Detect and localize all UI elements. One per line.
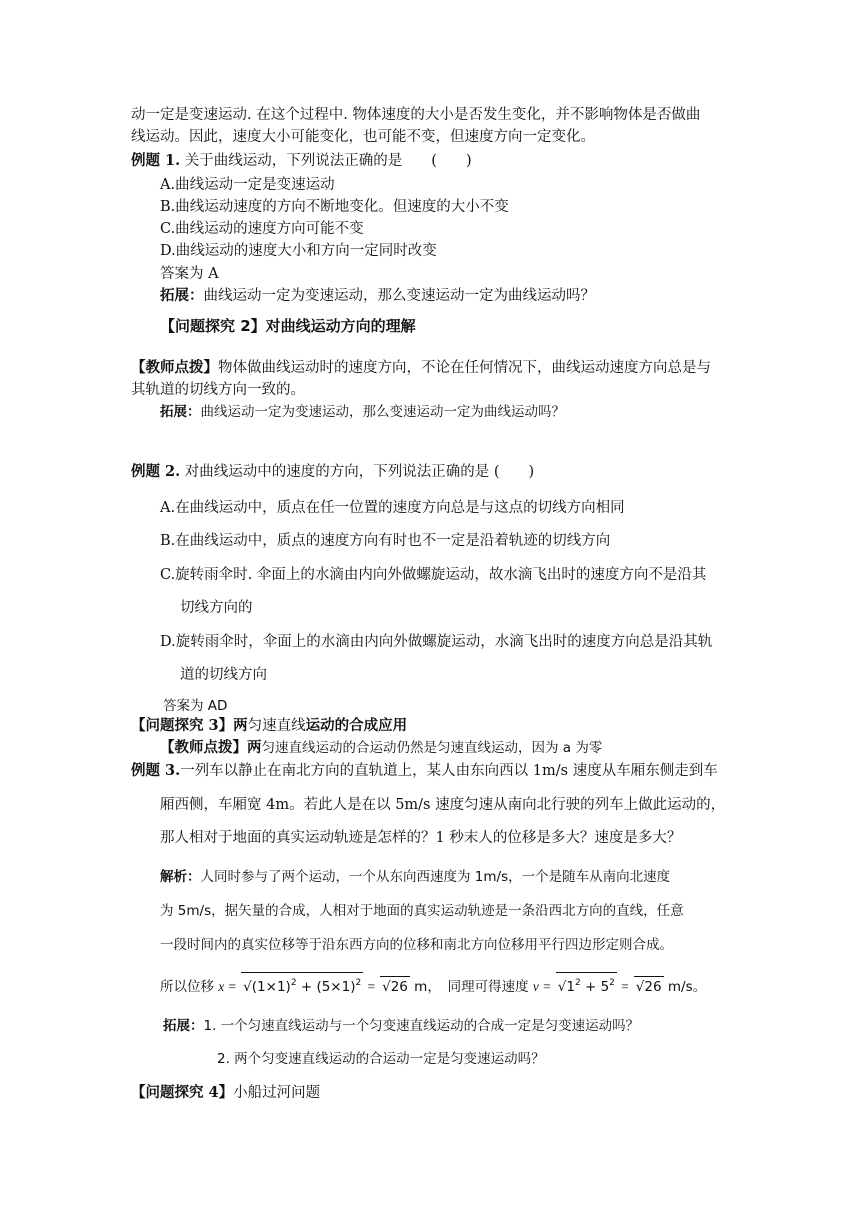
- example-2-label: 例题 2.: [131, 463, 181, 480]
- topic-2-tip-label: 【教师点拨】: [131, 359, 218, 376]
- topic-2-extension-text: 曲线运动一定为变速运动，那么变速运动一定为曲线运动吗？: [200, 404, 565, 420]
- topic-2-tip-line-2: 其轨道的切线方向一致的。: [131, 382, 305, 398]
- example-3-extension-1: [163, 1016, 639, 1036]
- formula-v-term-1: 1: [566, 979, 575, 995]
- example-2-option-c-line-1: C.旋转雨伞时. 伞面上的水滴由内向外做螺旋运动，故水滴飞出时的速度方向不是沿其: [160, 567, 707, 583]
- example-2-option-d-line-1: D.旋转雨伞时，伞面上的水滴由内向外做螺旋运动，水滴飞出时的速度方向总是沿其轨: [160, 634, 713, 650]
- example-1-question: [131, 151, 472, 171]
- example-3-text-1: 一列车以静止在南北方向的直轨道上，某人由东向西以 1m/s 速度从车厢东侧走到车: [180, 763, 718, 779]
- example-3-line-2: 厢西侧，车厢宽 4m。若此人是在以 5m/s 速度匀速从南向北行驶的列车上做此运动的，: [160, 797, 726, 813]
- topic-2-extension-label: 拓展：: [160, 404, 201, 420]
- example-1-answer: 答案为 A: [160, 266, 219, 282]
- formula-mid-text: 同理可得速度: [434, 979, 533, 995]
- formula-x-result-root: √26: [380, 976, 410, 997]
- topic-4-heading: [131, 1083, 320, 1103]
- example-3-analysis-line-1: [160, 867, 670, 887]
- example-2-answer: 答案为 AD: [163, 698, 228, 714]
- formula-v-variable: v: [532, 979, 539, 994]
- topic-4-heading-text: 小船过河问题: [233, 1085, 321, 1101]
- example-1-option-d: D.曲线运动的速度大小和方向一定同时改变: [160, 243, 437, 259]
- topic-3-heading-part-c: 运动的合成应用: [305, 717, 408, 734]
- formula-v-unit: m/s。: [663, 979, 707, 995]
- example-3-analysis-label: 解析：: [160, 869, 201, 885]
- topic-3-heading-part-a: 【问题探究 3】两: [131, 717, 248, 734]
- formula-v-result-root: √26: [634, 976, 664, 997]
- intro-line-1: 动一定是变速运动. 在这个过程中. 物体速度的大小是否发生变化，并不影响物体是否做曲: [131, 107, 701, 123]
- formula-x-term-2: + (5×1): [296, 979, 356, 995]
- example-3-extension-label: 拓展：: [163, 1018, 204, 1034]
- topic-3-tip-text: 匀速直线运动的合运动仍然是匀速直线运动，因为 a 为零: [261, 740, 603, 756]
- topic-3-heading-part-b: 匀速直线: [247, 718, 306, 734]
- intro-line-2: 线运动。因此，速度大小可能变化，也可能不变，但速度方向一定变化。: [131, 129, 595, 145]
- example-1-option-b: B.曲线运动速度的方向不断地变化。但速度的大小不变: [160, 199, 509, 215]
- example-3-extension-text-1: 1. 一个匀速直线运动与一个匀变速直线运动的合成一定是匀变速运动吗？: [203, 1018, 640, 1034]
- formula-v-root: $√1^2 + 5^2$: [556, 972, 617, 997]
- formula-v-term-2: + 5: [580, 979, 610, 995]
- example-1-extension: [160, 286, 595, 306]
- example-3-line-1: [131, 761, 718, 781]
- topic-2-tip-line-1: [131, 358, 711, 378]
- example-2-option-b: B.在曲线运动中，质点的速度方向有时也不一定是沿着轨迹的切线方向: [160, 533, 611, 549]
- formula-x-variable: x: [218, 979, 225, 994]
- example-3-formula-line: 所以位移 $x = √(1\times 1)^2 + (5\times 1)^2 = √26$ m， 同理可得速度 $v = √1^2 + 5^2 = √26$ m/s。: [160, 972, 706, 997]
- topic-2-heading: 【问题探究 2】对曲线运动方向的理解: [160, 317, 416, 335]
- example-2-option-a: A.在曲线运动中，质点在任一位置的速度方向总是与这点的切线方向相同: [160, 500, 625, 516]
- topic-3-tip: [160, 738, 602, 758]
- example-2-option-d-line-2: 道的切线方向: [180, 667, 267, 683]
- formula-x-root: $√(1\times 1)^2 + (5\times 1)^2$: [241, 972, 363, 997]
- example-1-extension-label: 拓展：: [160, 287, 204, 304]
- example-2-question: [131, 462, 534, 482]
- example-1-option-c: C.曲线运动的速度方向可能不变: [160, 221, 364, 237]
- topic-3-tip-label: 【教师点拨】两: [160, 739, 262, 756]
- formula-v-result: 26: [644, 979, 662, 995]
- formula-prefix: 所以位移: [160, 979, 219, 995]
- example-2-option-c-line-2: 切线方向的: [180, 600, 253, 616]
- example-3-extension-2: 2. 两个匀变速直线运动的合运动一定是匀变速运动吗？: [217, 1051, 545, 1067]
- example-3-analysis-text-1: 人同时参与了两个运动，一个从东向西速度为 1m/s，一个是随车从南向北速度: [200, 869, 671, 885]
- example-3-line-3: 那人相对于地面的真实运动轨迹是怎样的？1 秒末人的位移是多大？速度是多大？: [160, 830, 682, 846]
- example-1-option-a: A.曲线运动一定是变速运动: [160, 177, 335, 193]
- example-1-label: 例题 1.: [131, 152, 181, 169]
- example-3-analysis-line-3: 一段时间内的真实位移等于沿东西方向的位移和南北方向位移用平行四边形定则合成。: [160, 937, 673, 953]
- example-1-stem: 关于曲线运动，下列说法正确的是 ( ): [180, 153, 472, 169]
- formula-x-term-1: (1×1): [251, 979, 291, 995]
- example-2-stem: 对曲线运动中的速度的方向，下列说法正确的是 ( ): [180, 464, 535, 480]
- example-3-analysis-line-2: 为 5m/s，据矢量的合成，人相对于地面的真实运动轨迹是一条沿西北方向的直线，任意: [160, 903, 684, 919]
- topic-2-extension: [160, 402, 565, 422]
- topic-3-heading: [131, 716, 407, 736]
- example-3-label: 例题 3.: [131, 762, 181, 779]
- topic-2-tip-text: 物体做曲线运动时的速度方向，不论在任何情况下，曲线运动速度方向总是与: [218, 360, 711, 376]
- formula-x-result: 26: [390, 979, 408, 995]
- example-1-extension-text: 曲线运动一定为变速运动，那么变速运动一定为曲线运动吗？: [203, 288, 595, 304]
- topic-4-heading-label: 【问题探究 4】: [131, 1084, 234, 1101]
- formula-x-unit: m，: [409, 979, 435, 995]
